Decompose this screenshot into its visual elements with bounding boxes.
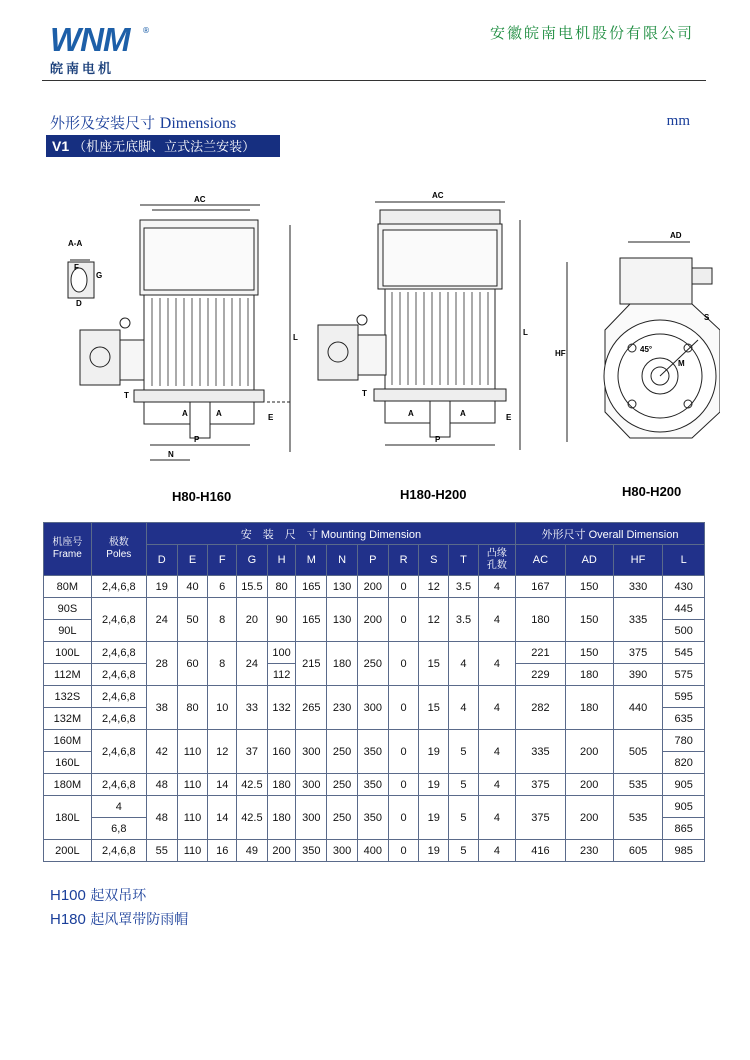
table-cell: 110 bbox=[177, 730, 208, 774]
table-cell: 230 bbox=[565, 840, 613, 862]
table-cell: 20 bbox=[237, 598, 268, 642]
table-cell: 110 bbox=[177, 796, 208, 840]
table-cell: 100 bbox=[267, 642, 296, 664]
table-cell: 167 bbox=[515, 576, 565, 598]
col-head-hf: HF bbox=[613, 545, 663, 576]
col-head-ac: AC bbox=[515, 545, 565, 576]
table-cell: 2,4,6,8 bbox=[91, 708, 146, 730]
dim-letter-p-2: P bbox=[435, 435, 441, 444]
table-cell: 985 bbox=[663, 840, 705, 862]
table-cell: 350 bbox=[357, 774, 388, 796]
table-row bbox=[44, 774, 705, 796]
table-cell: 180M bbox=[44, 774, 92, 796]
table-cell: 180 bbox=[327, 642, 358, 686]
table-cell: 80 bbox=[267, 576, 296, 598]
table-cell: 19 bbox=[419, 840, 449, 862]
table-cell: 180 bbox=[565, 686, 613, 730]
table-cell: 19 bbox=[146, 576, 177, 598]
registered-mark: ® bbox=[142, 26, 150, 35]
table-cell: 300 bbox=[296, 774, 327, 796]
table-cell: 80M bbox=[44, 576, 92, 598]
table-cell: 905 bbox=[663, 796, 705, 818]
table-cell: 300 bbox=[296, 796, 327, 840]
table-cell: 350 bbox=[296, 840, 327, 862]
table-cell: 5 bbox=[449, 730, 479, 774]
mounting-type-banner bbox=[46, 135, 280, 157]
dim-letter-p-1: P bbox=[194, 435, 200, 444]
dim-letter-ac-2: AC bbox=[432, 191, 444, 200]
table-cell: 445 bbox=[663, 598, 705, 620]
table-cell: 28 bbox=[146, 642, 177, 686]
dim-letter-l-2: L bbox=[523, 328, 528, 337]
table-cell: 0 bbox=[388, 642, 419, 686]
table-cell: 215 bbox=[296, 642, 327, 686]
dim-letter-t-2: T bbox=[362, 389, 367, 398]
dim-letter-ac-1: AC bbox=[194, 195, 206, 204]
table-cell: 390 bbox=[613, 664, 663, 686]
table-cell: 400 bbox=[357, 840, 388, 862]
table-cell: 180 bbox=[565, 664, 613, 686]
table-cell: 50 bbox=[177, 598, 208, 642]
table-cell: 38 bbox=[146, 686, 177, 730]
dim-letter-m: M bbox=[678, 359, 685, 368]
dim-letter-hf: HF bbox=[555, 349, 566, 358]
table-cell: 15 bbox=[419, 686, 449, 730]
table-cell: 500 bbox=[663, 620, 705, 642]
table-cell: 545 bbox=[663, 642, 705, 664]
unit-label: mm bbox=[666, 113, 690, 129]
table-cell: 165 bbox=[296, 598, 327, 642]
dim-letter-e-2: E bbox=[506, 413, 512, 422]
table-cell: 112M bbox=[44, 664, 92, 686]
table-cell: 505 bbox=[613, 730, 663, 774]
dim-letter-f: F bbox=[74, 263, 79, 272]
table-cell: 48 bbox=[146, 796, 177, 840]
table-cell: 780 bbox=[663, 730, 705, 752]
col-head-poles: 极数 Poles bbox=[91, 523, 146, 576]
table-cell: 5 bbox=[449, 796, 479, 840]
table-cell: 335 bbox=[515, 730, 565, 774]
dim-letter-g: G bbox=[96, 271, 103, 280]
table-cell: 2,4,6,8 bbox=[91, 642, 146, 664]
header-divider bbox=[42, 80, 706, 81]
table-cell: 0 bbox=[388, 730, 419, 774]
table-cell: 2,4,6,8 bbox=[91, 664, 146, 686]
dim-letter-d: D bbox=[76, 299, 82, 308]
col-head-g: G bbox=[237, 545, 268, 576]
table-cell: 0 bbox=[388, 686, 419, 730]
table-cell: 2,4,6,8 bbox=[91, 598, 146, 642]
col-head-p: P bbox=[357, 545, 388, 576]
table-cell: 19 bbox=[419, 730, 449, 774]
col-head-t: T bbox=[449, 545, 479, 576]
section-title bbox=[50, 112, 236, 133]
section-title-cn: 外形及安装尺寸 bbox=[50, 114, 156, 132]
table-cell: 375 bbox=[515, 796, 565, 840]
table-cell: 90L bbox=[44, 620, 92, 642]
table-cell: 200 bbox=[267, 840, 296, 862]
note-text: 起风罩带防雨帽 bbox=[90, 912, 189, 928]
dim-letter-a-2: A bbox=[216, 409, 222, 418]
table-cell: 4 bbox=[478, 796, 515, 840]
table-cell: 2,4,6,8 bbox=[91, 576, 146, 598]
col-head-d: D bbox=[146, 545, 177, 576]
table-cell: 8 bbox=[208, 642, 237, 686]
group-head-mounting: 安 装 尺 寸 Mounting Dimension bbox=[146, 523, 515, 545]
table-cell: 595 bbox=[663, 686, 705, 708]
table-cell: 6 bbox=[208, 576, 237, 598]
table-cell: 430 bbox=[663, 576, 705, 598]
table-cell: 250 bbox=[327, 730, 358, 774]
col-head-holes: 凸缘 孔数 bbox=[478, 545, 515, 576]
table-cell: 0 bbox=[388, 796, 419, 840]
table-cell: 10 bbox=[208, 686, 237, 730]
dim-letter-a-3: A bbox=[408, 409, 414, 418]
table-cell: 42 bbox=[146, 730, 177, 774]
table-cell: 200 bbox=[357, 576, 388, 598]
table-cell: 132S bbox=[44, 686, 92, 708]
table-cell: 250 bbox=[327, 796, 358, 840]
table-row bbox=[44, 576, 705, 598]
table-cell: 4 bbox=[478, 774, 515, 796]
table-cell: 221 bbox=[515, 642, 565, 664]
mounting-code: V1 bbox=[52, 138, 70, 154]
table-cell: 635 bbox=[663, 708, 705, 730]
table-cell: 80 bbox=[177, 686, 208, 730]
table-cell: 14 bbox=[208, 774, 237, 796]
table-cell: 33 bbox=[237, 686, 268, 730]
table-cell: 250 bbox=[327, 774, 358, 796]
dim-letter-ad: AD bbox=[670, 231, 682, 240]
table-cell: 100L bbox=[44, 642, 92, 664]
drawing-label-1: H80-H160 bbox=[172, 489, 232, 504]
table-cell: 300 bbox=[296, 730, 327, 774]
logo-chinese-name: 皖南电机 bbox=[50, 62, 115, 77]
mounting-desc: （机座无底脚、立式法兰安装） bbox=[73, 140, 256, 155]
table-cell: 112 bbox=[267, 664, 296, 686]
table-row bbox=[44, 598, 705, 620]
table-cell: 48 bbox=[146, 774, 177, 796]
dim-letter-a-4: A bbox=[460, 409, 466, 418]
company-name: 安徽皖南电机股份有限公司 bbox=[489, 24, 694, 42]
table-cell: 230 bbox=[327, 686, 358, 730]
col-head-s: S bbox=[419, 545, 449, 576]
table-cell: 2,4,6,8 bbox=[91, 774, 146, 796]
table-cell: 90 bbox=[267, 598, 296, 642]
section-title-en: Dimensions bbox=[159, 115, 237, 132]
table-cell: 4 bbox=[478, 686, 515, 730]
table-cell: 4 bbox=[91, 796, 146, 818]
col-head-n: N bbox=[327, 545, 358, 576]
table-cell: 180 bbox=[267, 796, 296, 840]
table-cell: 110 bbox=[177, 840, 208, 862]
table-cell: 375 bbox=[613, 642, 663, 664]
table-cell: 90S bbox=[44, 598, 92, 620]
table-cell: 49 bbox=[237, 840, 268, 862]
table-cell: 180 bbox=[515, 598, 565, 642]
table-cell: 12 bbox=[208, 730, 237, 774]
table-row bbox=[44, 686, 705, 708]
table-cell: 350 bbox=[357, 730, 388, 774]
table-cell: 265 bbox=[296, 686, 327, 730]
table-cell: 535 bbox=[613, 774, 663, 796]
table-cell: 180 bbox=[267, 774, 296, 796]
table-cell: 180L bbox=[44, 796, 92, 840]
table-cell: 0 bbox=[388, 840, 419, 862]
table-cell: 160M bbox=[44, 730, 92, 752]
dim-letter-s: S bbox=[704, 313, 710, 322]
table-cell: 150 bbox=[565, 642, 613, 664]
col-head-h: H bbox=[267, 545, 296, 576]
notes bbox=[50, 884, 188, 932]
table-row bbox=[44, 840, 705, 862]
table-cell: 335 bbox=[613, 598, 663, 642]
col-head-ad: AD bbox=[565, 545, 613, 576]
table-cell: 24 bbox=[146, 598, 177, 642]
table-cell: 0 bbox=[388, 576, 419, 598]
table-cell: 200 bbox=[565, 796, 613, 840]
table-cell: 282 bbox=[515, 686, 565, 730]
table-cell: 110 bbox=[177, 774, 208, 796]
dimension-table bbox=[43, 522, 705, 862]
table-cell: 300 bbox=[357, 686, 388, 730]
table-cell: 60 bbox=[177, 642, 208, 686]
logo-mark: WNM bbox=[50, 21, 130, 58]
table-cell: 130 bbox=[327, 576, 358, 598]
table-cell: 150 bbox=[565, 576, 613, 598]
table-cell: 416 bbox=[515, 840, 565, 862]
table-cell: 905 bbox=[663, 774, 705, 796]
table-cell: 8 bbox=[208, 598, 237, 642]
drawing-label-3: H80-H200 bbox=[622, 484, 682, 499]
note-code: H180 bbox=[50, 911, 86, 928]
table-cell: 440 bbox=[613, 686, 663, 730]
table-cell: 2,4,6,8 bbox=[91, 730, 146, 774]
table-cell: 4 bbox=[449, 686, 479, 730]
table-cell: 575 bbox=[663, 664, 705, 686]
table-cell: 12 bbox=[419, 598, 449, 642]
table-cell: 350 bbox=[357, 796, 388, 840]
table-cell: 16 bbox=[208, 840, 237, 862]
dim-letter-e-1: E bbox=[268, 413, 274, 422]
col-head-l: L bbox=[663, 545, 705, 576]
table-cell: 55 bbox=[146, 840, 177, 862]
table-cell: 160L bbox=[44, 752, 92, 774]
table-row bbox=[44, 796, 705, 818]
dim-letter-l-1: L bbox=[293, 333, 298, 342]
note-item bbox=[50, 908, 188, 932]
dim-letter-t-1: T bbox=[124, 391, 129, 400]
table-cell: 330 bbox=[613, 576, 663, 598]
table-cell: 160 bbox=[267, 730, 296, 774]
table-cell: 5 bbox=[449, 840, 479, 862]
col-head-e: E bbox=[177, 545, 208, 576]
table-cell: 6,8 bbox=[91, 818, 146, 840]
table-cell: 19 bbox=[419, 774, 449, 796]
table-cell: 250 bbox=[357, 642, 388, 686]
table-cell: 2,4,6,8 bbox=[91, 686, 146, 708]
table-cell: 42.5 bbox=[237, 774, 268, 796]
table-cell: 5 bbox=[449, 774, 479, 796]
table-cell: 3.5 bbox=[449, 598, 479, 642]
table-cell: 2,4,6,8 bbox=[91, 840, 146, 862]
col-head-frame: 机座号 Frame bbox=[44, 523, 92, 576]
table-cell: 3.5 bbox=[449, 576, 479, 598]
table-row bbox=[44, 730, 705, 752]
table-cell: 535 bbox=[613, 796, 663, 840]
note-item bbox=[50, 884, 188, 908]
table-cell: 4 bbox=[478, 598, 515, 642]
table-cell: 0 bbox=[388, 774, 419, 796]
table-cell: 37 bbox=[237, 730, 268, 774]
table-cell: 40 bbox=[177, 576, 208, 598]
group-head-overall: 外形尺寸 Overall Dimension bbox=[515, 523, 704, 545]
table-cell: 229 bbox=[515, 664, 565, 686]
col-head-m: M bbox=[296, 545, 327, 576]
table-cell: 4 bbox=[478, 642, 515, 686]
table-cell: 132 bbox=[267, 686, 296, 730]
table-cell: 200 bbox=[565, 774, 613, 796]
table-cell: 19 bbox=[419, 796, 449, 840]
table-cell: 605 bbox=[613, 840, 663, 862]
table-cell: 4 bbox=[478, 576, 515, 598]
table-cell: 14 bbox=[208, 796, 237, 840]
table-cell: 4 bbox=[478, 840, 515, 862]
table-cell: 15.5 bbox=[237, 576, 268, 598]
table-cell: 150 bbox=[565, 598, 613, 642]
section-mark: A-A bbox=[68, 239, 83, 248]
table-cell: 165 bbox=[296, 576, 327, 598]
table-cell: 200 bbox=[357, 598, 388, 642]
table-cell: 15 bbox=[419, 642, 449, 686]
table-cell: 375 bbox=[515, 774, 565, 796]
note-text: 起双吊环 bbox=[90, 888, 147, 904]
table-cell: 865 bbox=[663, 818, 705, 840]
table-cell: 12 bbox=[419, 576, 449, 598]
table-cell: 42.5 bbox=[237, 796, 268, 840]
dim-letter-a-1: A bbox=[182, 409, 188, 418]
col-head-r: R bbox=[388, 545, 419, 576]
motor-drawing-h180-h200 bbox=[318, 202, 520, 450]
drawing-label-2: H180-H200 bbox=[400, 487, 467, 502]
table-row bbox=[44, 642, 705, 664]
table-cell: 0 bbox=[388, 598, 419, 642]
table-cell: 130 bbox=[327, 598, 358, 642]
table-cell: 24 bbox=[237, 642, 268, 686]
table-cell: 820 bbox=[663, 752, 705, 774]
col-head-f: F bbox=[208, 545, 237, 576]
table-cell: 300 bbox=[327, 840, 358, 862]
company-logo bbox=[50, 22, 160, 78]
table-cell: 200L bbox=[44, 840, 92, 862]
motor-end-view-h80-h200 bbox=[567, 242, 720, 442]
table-cell: 200 bbox=[565, 730, 613, 774]
dim-letter-angle: 45° bbox=[640, 345, 653, 354]
table-cell: 4 bbox=[478, 730, 515, 774]
note-code: H100 bbox=[50, 887, 86, 904]
motor-drawing-h80-h160 bbox=[68, 205, 290, 460]
dim-letter-n-1: N bbox=[168, 450, 174, 459]
table-cell: 132M bbox=[44, 708, 92, 730]
table-cell: 4 bbox=[449, 642, 479, 686]
dimension-drawings bbox=[40, 180, 720, 510]
